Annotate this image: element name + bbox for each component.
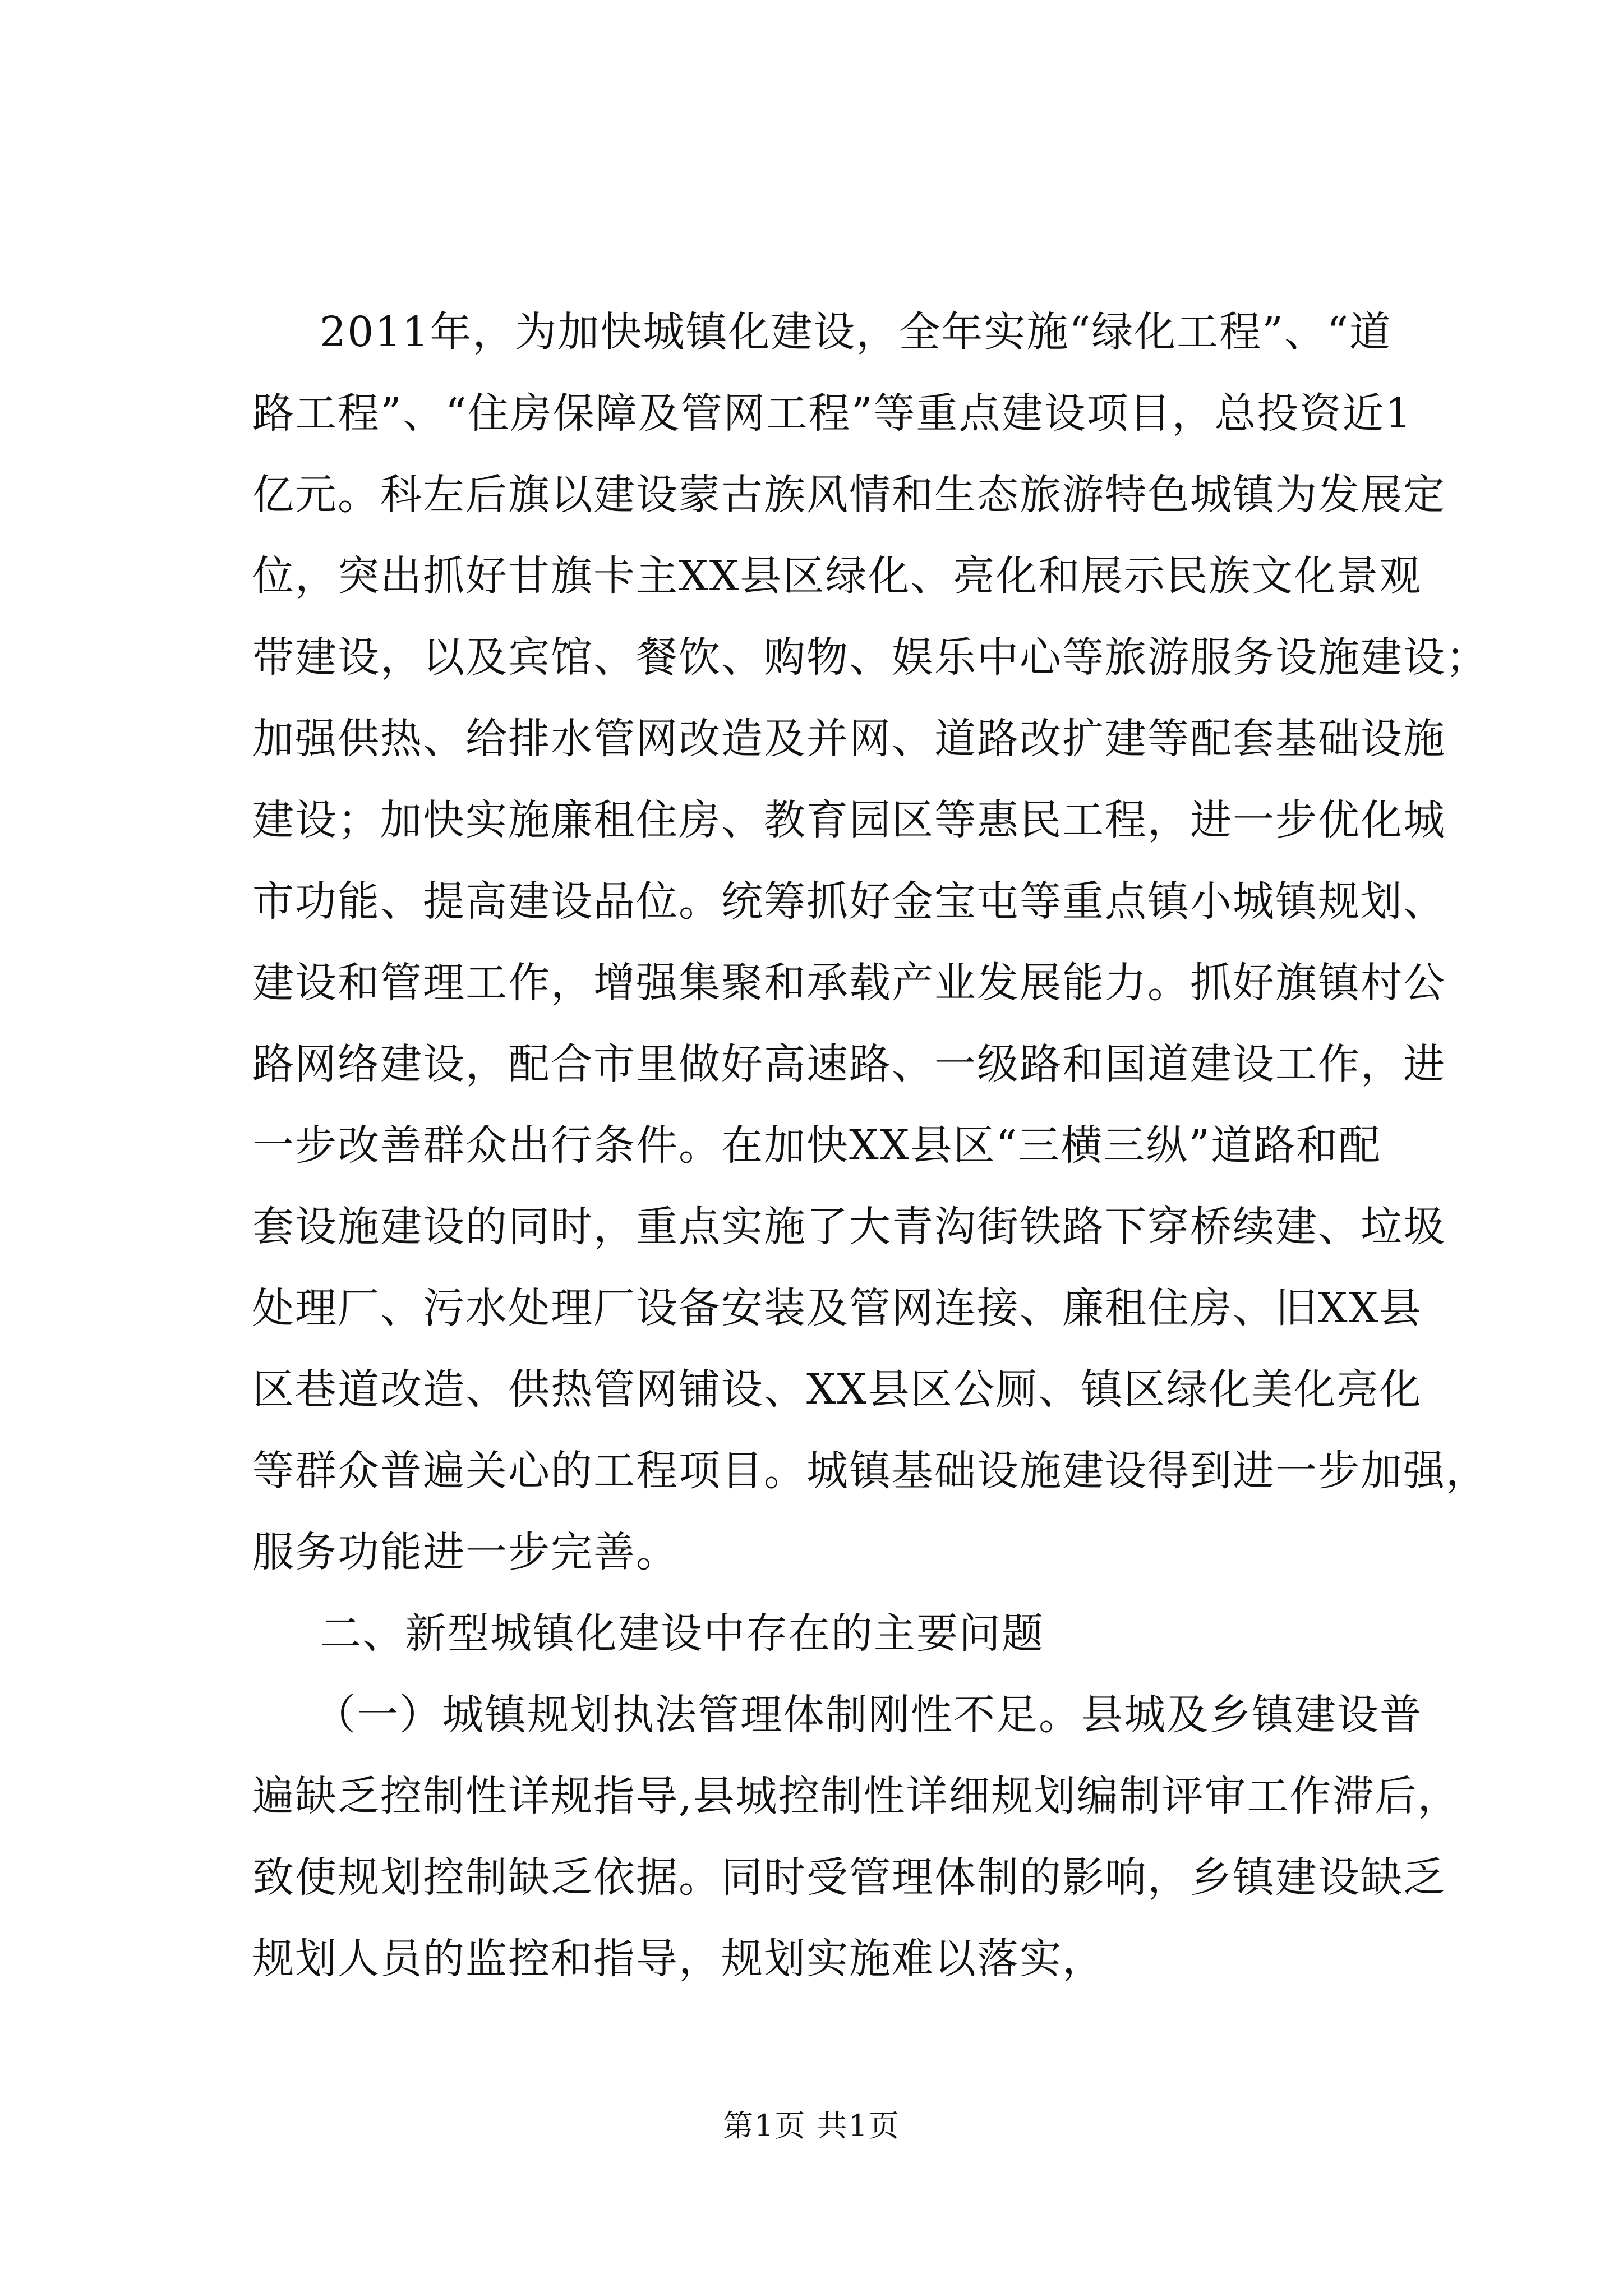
- paragraph-line: 套设施建设的同时，重点实施了大青沟街铁路下穿桥续建、垃圾: [252, 1203, 1446, 1251]
- paragraph-line: 区巷道改造、供热管网铺设、XX县区公厕、镇区绿化美化亮化: [252, 1365, 1422, 1414]
- paragraph-line: 致使规划控制缺乏依据。同时受管理体制的影响，乡镇建设缺乏: [252, 1853, 1446, 1902]
- paragraph-2: [252, 1674, 1460, 2000]
- paragraph-line: 建设和管理工作，增强集聚和承载产业发展能力。抓好旗镇村公: [252, 959, 1446, 1007]
- paragraph-line: 服务功能进一步完善。: [252, 1528, 679, 1576]
- paragraph-line: 亿元。科左后旗以建设蒙古族风情和生态旅游特色城镇为发展定: [252, 471, 1446, 519]
- page-number-label: 第1页 共1页: [723, 2108, 900, 2143]
- paragraph-line: 带建设，以及宾馆、餐饮、购物、娱乐中心等旅游服务设施建设；: [252, 633, 1488, 682]
- paragraph-line: 位，突出抓好甘旗卡主XX县区绿化、亮化和展示民族文化景观: [252, 552, 1422, 600]
- paragraph-line: 路网络建设，配合市里做好高速路、一级路和国道建设工作，进: [252, 1040, 1446, 1088]
- page-footer: [0, 2106, 1623, 2146]
- paragraph-line: 遍缺乏控制性详规指导,县城控制性详细规划编制评审工作滞后，: [252, 1772, 1460, 1820]
- paragraph-line: 等群众普遍关心的工程项目。城镇基础设施建设得到进一步加强，: [252, 1447, 1488, 1495]
- paragraph-line: 路工程”、“住房保障及管网工程”等重点建设项目，总投资近1: [252, 389, 1413, 438]
- paragraph-line: （一）城镇规划执法管理体制刚性不足。县城及乡镇建设普: [314, 1691, 1422, 1739]
- paragraph-line: 加强供热、给排水管网改造及并网、道路改扩建等配套基础设施: [252, 715, 1446, 763]
- paragraph-line: 建设；加快实施廉租住房、教育园区等惠民工程，进一步优化城: [252, 796, 1446, 844]
- paragraph-line: 2011年，为加快城镇化建设，全年实施“绿化工程”、“道: [320, 308, 1392, 356]
- paragraph-line: 规划人员的监控和指导，规划实施难以落实，: [252, 1935, 1105, 1983]
- section-heading: [252, 1593, 1413, 1674]
- paragraph-line: 一步改善群众出行条件。在加快XX县区“三横三纵”道路和配: [252, 1121, 1382, 1170]
- document-body: [252, 292, 1488, 2000]
- paragraph-line: 市功能、提高建设品位。统筹抓好金宝屯等重点镇小城镇规划、: [252, 877, 1446, 926]
- section-heading-text: 二、新型城镇化建设中存在的主要问题: [320, 1609, 1044, 1658]
- paragraph-line: 处理厂、污水处理厂设备安装及管网连接、廉租住房、旧XX县: [252, 1284, 1422, 1332]
- paragraph-1: [252, 292, 1488, 1593]
